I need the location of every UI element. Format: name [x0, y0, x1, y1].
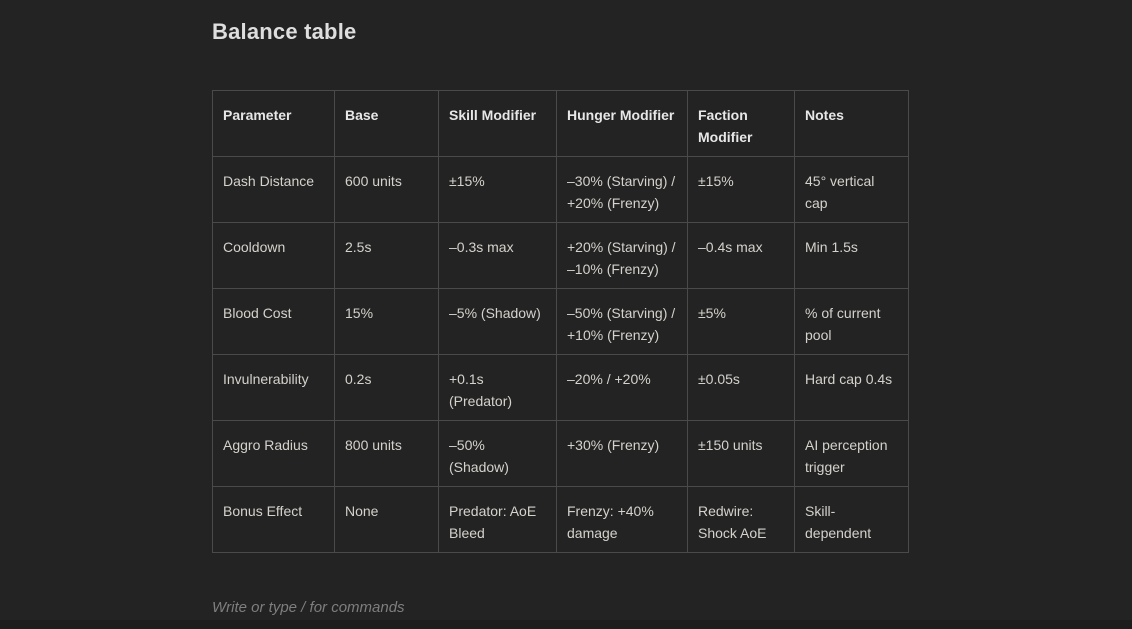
table-header-row — [213, 91, 909, 157]
cell-faction-modifier[interactable]: –0.4s max — [688, 223, 795, 289]
cell-skill-modifier[interactable]: Predator: AoE Bleed — [439, 487, 557, 553]
cell-parameter[interactable]: Bonus Effect — [213, 487, 335, 553]
cell-base[interactable]: 800 units — [335, 421, 439, 487]
table-row — [213, 157, 909, 223]
cell-parameter[interactable]: Blood Cost — [213, 289, 335, 355]
cell-faction-modifier[interactable]: Redwire: Shock AoE — [688, 487, 795, 553]
cell-hunger-modifier[interactable]: +20% (Starving) / –10% (Frenzy) — [557, 223, 688, 289]
cell-skill-modifier[interactable]: –5% (Shadow) — [439, 289, 557, 355]
cell-skill-modifier[interactable]: +0.1s (Predator) — [439, 355, 557, 421]
cell-notes[interactable]: Skill-dependent — [795, 487, 909, 553]
page-title[interactable]: Balance table — [212, 19, 357, 44]
cell-parameter[interactable]: Cooldown — [213, 223, 335, 289]
column-header-faction-modifier[interactable]: Faction Modifier — [688, 91, 795, 157]
window-bottom-edge — [0, 620, 1132, 629]
cell-hunger-modifier[interactable]: –20% / +20% — [557, 355, 688, 421]
table-row — [213, 421, 909, 487]
cell-hunger-modifier[interactable]: +30% (Frenzy) — [557, 421, 688, 487]
column-header-base[interactable]: Base — [335, 91, 439, 157]
cell-notes[interactable]: Min 1.5s — [795, 223, 909, 289]
cell-hunger-modifier[interactable]: –30% (Starving) / +20% (Frenzy) — [557, 157, 688, 223]
cell-faction-modifier[interactable]: ±15% — [688, 157, 795, 223]
table-body — [213, 157, 909, 553]
cell-base[interactable]: 15% — [335, 289, 439, 355]
cell-faction-modifier[interactable]: ±5% — [688, 289, 795, 355]
editor-placeholder[interactable]: Write or type / for commands — [212, 599, 405, 616]
table-row — [213, 223, 909, 289]
cell-hunger-modifier[interactable]: –50% (Starving) / +10% (Frenzy) — [557, 289, 688, 355]
table-header — [213, 91, 909, 157]
cell-base[interactable]: 600 units — [335, 157, 439, 223]
cell-skill-modifier[interactable]: –0.3s max — [439, 223, 557, 289]
balance-table — [212, 90, 909, 553]
column-header-notes[interactable]: Notes — [795, 91, 909, 157]
cell-notes[interactable]: % of current pool — [795, 289, 909, 355]
cell-hunger-modifier[interactable]: Frenzy: +40% damage — [557, 487, 688, 553]
cell-parameter[interactable]: Dash Distance — [213, 157, 335, 223]
cell-parameter[interactable]: Aggro Radius — [213, 421, 335, 487]
table-row — [213, 487, 909, 553]
column-header-parameter[interactable]: Parameter — [213, 91, 335, 157]
table-row — [213, 289, 909, 355]
column-header-hunger-modifier[interactable]: Hunger Modifier — [557, 91, 688, 157]
cell-skill-modifier[interactable]: –50% (Shadow) — [439, 421, 557, 487]
cell-faction-modifier[interactable]: ±0.05s — [688, 355, 795, 421]
editor-content — [212, 0, 909, 616]
cell-base[interactable]: 2.5s — [335, 223, 439, 289]
cell-base[interactable]: 0.2s — [335, 355, 439, 421]
cell-base[interactable]: None — [335, 487, 439, 553]
cell-notes[interactable]: 45° vertical cap — [795, 157, 909, 223]
cell-parameter[interactable]: Invulnerability — [213, 355, 335, 421]
table-row — [213, 355, 909, 421]
column-header-skill-modifier[interactable]: Skill Modifier — [439, 91, 557, 157]
cell-faction-modifier[interactable]: ±150 units — [688, 421, 795, 487]
cell-notes[interactable]: Hard cap 0.4s — [795, 355, 909, 421]
cell-notes[interactable]: AI perception trigger — [795, 421, 909, 487]
cell-skill-modifier[interactable]: ±15% — [439, 157, 557, 223]
